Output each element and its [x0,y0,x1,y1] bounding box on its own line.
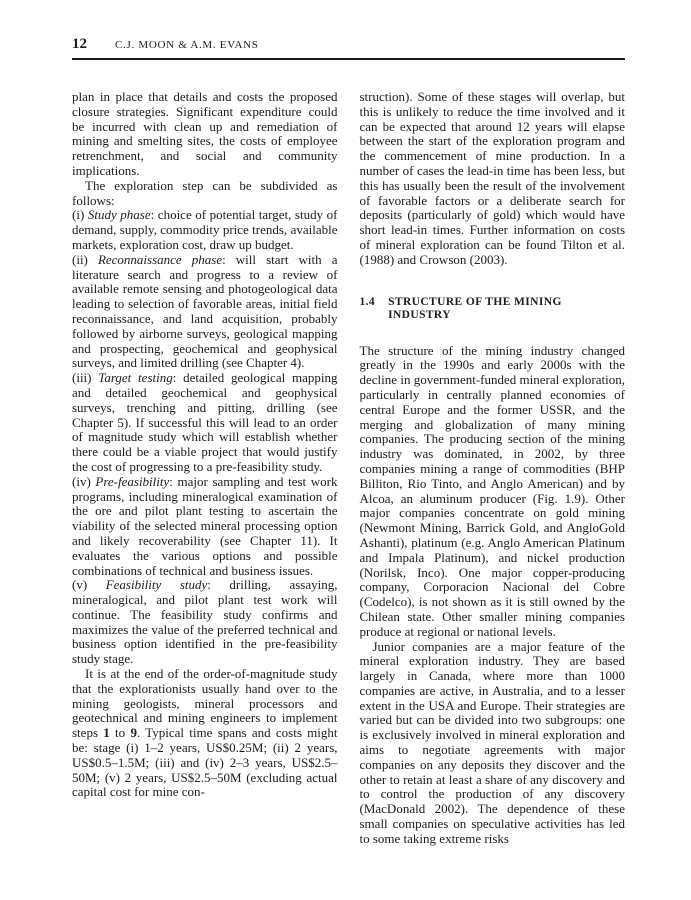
page-header [72,36,625,53]
text-run: struction). Some of these stages will overlap, but this is unlikely to reduce the time involved and it can be expected that around 12 years will elapse between the start of the exploration program and the commencement of mine production. In a number of cases the lead-in time has been less, but this has usually been the result of the involvement of favorable factors or a deliberate search for deposits (particularly of gold) which would have short lead-in times. Further information on costs of mineral exploration can be found Tilton et al. (1988) and Crowson (2003). [359,89,625,267]
text-run: Pre-feasibility [95,473,170,489]
paragraph [72,90,338,179]
running-head: C.J. MOON & A.M. EVANS [115,39,259,51]
text-run: Junior companies are a major feature of the mineral exploration industry. They are based largely in Canada, where more than 1000 companies are active, in Australia, and to a lesser extent in the USA and Europe. Their strategies are varied but can be divided into two subgroups: one is exclusively involved in mineral exploration and aims to negotiate agreements with major companies on any deposits they discover and the other to retain at least a share of any discovery and to control the production of any discovery (MacDonald 2002). The dependence of these small companies on speculative activities has led to some taking extreme risks [359,638,625,846]
paragraph [360,90,626,268]
text-run: 9 [130,725,137,741]
text-columns [72,90,625,847]
text-run: Study phase [87,207,151,223]
text-run: (ii) [72,251,98,267]
text-run: plan in place that details and costs the proposed closure strategies. Significant expenditure could be incurred with clean up and remediation of mining and smelting sites, the costs of employee retrenchment, and social and community implications. [72,89,338,178]
text-run: : detailed geological mapping and detailed geochemical and geophysical surveys, trenching and pitting, drilling (see Chapter 5). If successful this will lead to an order of magnitude study which will establish whether there could be a viable project that would justify the cost of progressing to a pre-feasibility study. [72,370,338,474]
text-run: Target testing [98,370,173,386]
paragraph [360,344,626,640]
text-run: The exploration step can be subdivided as follows: [72,177,338,208]
text-run: (i) [72,207,88,223]
paragraph [72,578,338,667]
text-run: Reconnaissance phase [97,251,223,267]
text-run: (v) [72,577,106,593]
section-title: STRUCTURE OF THE MINING INDUSTRY [388,295,562,321]
text-run: : will start with a literature search and progress to a review of available remote sensing and photogeological data leading to selection of favorable areas, initial field reconnaissance, and land acquisition, probably followed by airborne surveys, geological mapping and prospecting, geochemical and geophysical surveys, and limited drilling (see Chapter 4). [72,251,338,371]
text-run: The structure of the mining industry changed greatly in the 1990s and early 2000s with the decline in government-funded mineral exploration, particularly in centrally planned economies of central Europe and the former USSR, and the merging and globalization of many mining companies. The producing section of the mining industry was dominated, in 2002, by three companies mining a range of commodities (BHP Billiton, Rio Tinto, and Anglo American) and by Alcoa, an aluminum producer (Fig. 1.9). Other major companies concentrate on gold mining (Newmont Mining, Barrick Gold, and AngloGold Ashanti), platinum (e.g. Anglo American Platinum and Impala Platinum), and nickel production (Norilsk, Inco). One major copper-producing company, Corporacion Nacional del Cobre (Codelco), is not shown as it is still owned by the Chilean state. Other smaller mining companies produce at regional or national levels. [359,342,625,639]
paragraph [360,640,626,847]
paragraph [72,475,338,579]
paragraph [72,667,338,800]
paragraph [72,179,338,209]
page-number: 12 [72,36,87,52]
text-run: 1 [103,725,110,741]
text-run: : major sampling and test work programs, including mineralogical examination of the ore and pilot plant testing to ascertain the viability of the selected mineral processing option and likely recoverability (see Chapter 11). It evaluates the various options and possible combinations of technical and business issues. [72,473,338,578]
text-run: (iv) [72,473,96,489]
paragraph [72,208,338,252]
text-run: to [109,725,131,741]
text-run: . Typical time spans and costs might be: stage (i) 1–2 years, US$0.25M; (ii) 2 years, US$0.5–1.5M; (iii) and (iv) 2–3 years, US$2.5–50M; (v) 2 years, US$2.5–50M (excluding actual capital cost for mine con- [72,725,338,800]
paragraph [72,253,338,371]
right-column [360,90,626,847]
text-run: It is at the end of the order-of-magnitude study that the explorationists usually hand over to the mining geologists, mineral processors and geotechnical and mining engineers to implement steps [72,666,338,741]
text-run: : drilling, assaying, mineralogical, and pilot plant test work will continue. The feasibility study confirms and maximizes the value of the preferred technical and business option identified in the pre-feasibility study stage. [72,577,338,667]
section-number: 1.4 [359,295,376,308]
header-rule [72,58,625,60]
section-heading [360,296,626,322]
paragraph [72,371,338,475]
text-run: (iii) [72,370,99,386]
text-run: : choice of potential target, study of demand, supply, commodity price trends, available markets, exploration cost, draw up budget. [72,207,338,252]
left-column [72,90,338,847]
text-run: Feasibility study [105,577,208,593]
